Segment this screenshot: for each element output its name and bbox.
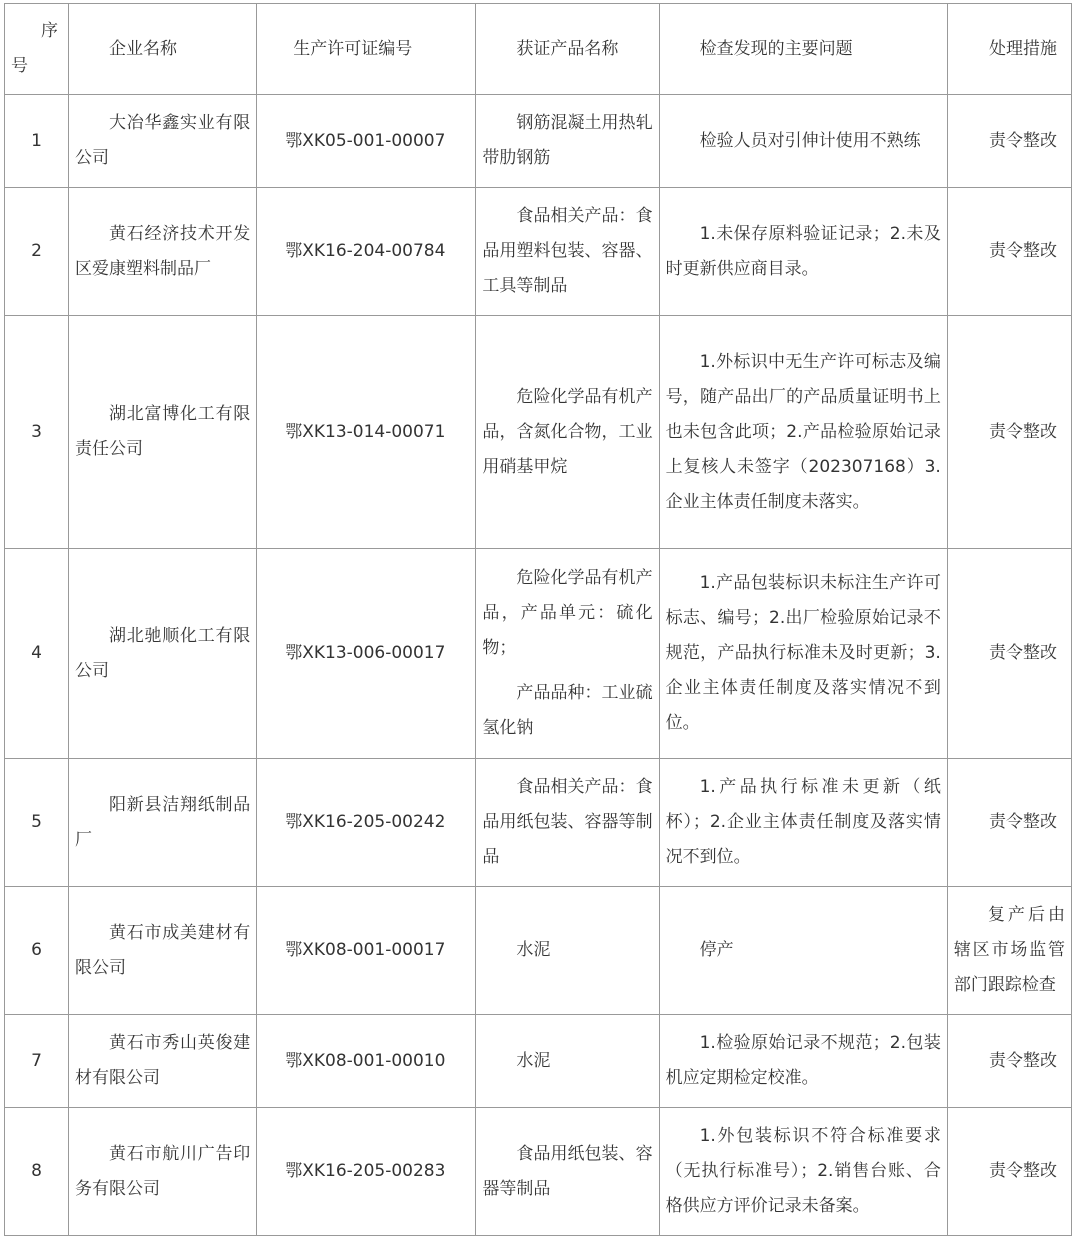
header-company: 企业名称	[69, 4, 257, 95]
table-row	[5, 549, 1072, 759]
license-number: 鄂XK16-205-00283	[257, 1108, 476, 1236]
table-row	[5, 188, 1072, 316]
product-paragraph: 水泥	[516, 940, 551, 960]
row-index: 7	[5, 1015, 69, 1108]
header-index	[5, 4, 69, 95]
product-name	[476, 549, 659, 759]
action-taken: 复产后由辖区市场监管部门跟踪检查	[947, 887, 1071, 1015]
company-name: 黄石经济技术开发区爱康塑料制品厂	[69, 188, 257, 316]
product-paragraph: 食品用纸包装、容器等制品	[482, 1143, 653, 1199]
license-number: 鄂XK05-001-00007	[257, 95, 476, 188]
row-index: 4	[5, 549, 69, 759]
license-number: 鄂XK13-006-00017	[257, 549, 476, 759]
company-name: 阳新县洁翔纸制品厂	[69, 759, 257, 887]
main-issues: 1.检验原始记录不规范；2.包装机应定期检定校准。	[659, 1015, 947, 1108]
action-taken: 责令整改	[947, 1015, 1071, 1108]
main-issues: 停产	[659, 887, 947, 1015]
action-taken: 责令整改	[947, 316, 1071, 549]
license-number: 鄂XK16-205-00242	[257, 759, 476, 887]
product-paragraph: 产品品种：工业硫氢化钠	[482, 683, 653, 738]
product-paragraph: 水泥	[516, 1050, 551, 1071]
product-paragraph: 危险化学品有机产品，产品单元：硫化物；	[482, 568, 653, 658]
license-number: 鄂XK13-014-00071	[257, 316, 476, 549]
product-name	[476, 887, 659, 1015]
table-header-row	[5, 4, 1072, 95]
table-body	[5, 95, 1072, 1236]
license-number: 鄂XK16-204-00784	[257, 188, 476, 316]
product-name	[476, 188, 659, 316]
product-name	[476, 759, 659, 887]
table-row	[5, 887, 1072, 1015]
action-taken: 责令整改	[947, 759, 1071, 887]
main-issues: 1.外标识中无生产许可标志及编号，随产品出厂的产品质量证明书上也未包含此项；2.产品检验原始记录上复核人未签字（202307168）3.企业主体责任制度未落实。	[659, 316, 947, 549]
action-taken: 责令整改	[947, 188, 1071, 316]
license-number: 鄂XK08-001-00010	[257, 1015, 476, 1108]
company-name: 黄石市秀山英俊建材有限公司	[69, 1015, 257, 1108]
company-name: 黄石市成美建材有限公司	[69, 887, 257, 1015]
product-name	[476, 95, 659, 188]
main-issues: 检验人员对引伸计使用不熟练	[659, 95, 947, 188]
company-name: 湖北富博化工有限责任公司	[69, 316, 257, 549]
header-issues: 检查发现的主要问题	[659, 4, 947, 95]
product-paragraph: 食品相关产品：食品用纸包装、容器等制品	[482, 777, 653, 867]
main-issues: 1.外包装标识不符合标准要求（无执行标准号）；2.销售台账、合格供应方评价记录未备案。	[659, 1108, 947, 1236]
header-license: 生产许可证编号	[257, 4, 476, 95]
product-paragraph: 危险化学品有机产品，含氮化合物，工业用硝基甲烷	[482, 386, 653, 477]
product-paragraph: 钢筋混凝土用热轧带肋钢筋	[482, 113, 653, 168]
table-row	[5, 95, 1072, 188]
product-name	[476, 316, 659, 549]
row-index: 8	[5, 1108, 69, 1236]
table-row	[5, 759, 1072, 887]
company-name: 湖北驰顺化工有限公司	[69, 549, 257, 759]
action-taken: 责令整改	[947, 549, 1071, 759]
product-paragraph: 食品相关产品：食品用塑料包装、容器、工具等制品	[482, 206, 653, 296]
table-row	[5, 1015, 1072, 1108]
action-taken: 责令整改	[947, 95, 1071, 188]
company-name: 黄石市航川广告印务有限公司	[69, 1108, 257, 1236]
table-row	[5, 316, 1072, 549]
action-taken: 责令整改	[947, 1108, 1071, 1236]
row-index: 1	[5, 95, 69, 188]
main-issues: 1.产品包装标识未标注生产许可标志、编号；2.出厂检验原始记录不规范，产品执行标准未及时更新；3.企业主体责任制度及落实情况不到位。	[659, 549, 947, 759]
table-row	[5, 1108, 1072, 1236]
license-number: 鄂XK08-001-00017	[257, 887, 476, 1015]
main-issues: 1.未保存原料验证记录；2.未及时更新供应商目录。	[659, 188, 947, 316]
header-product: 获证产品名称	[476, 4, 659, 95]
row-index: 5	[5, 759, 69, 887]
product-name	[476, 1108, 659, 1236]
row-index: 2	[5, 188, 69, 316]
header-index-bottom: 号	[11, 56, 28, 76]
main-issues: 1.产品执行标准未更新（纸杯）；2.企业主体责任制度及落实情况不到位。	[659, 759, 947, 887]
inspection-results-table	[4, 3, 1072, 1236]
product-name	[476, 1015, 659, 1108]
row-index: 3	[5, 316, 69, 549]
row-index: 6	[5, 887, 69, 1015]
company-name: 大冶华鑫实业有限公司	[69, 95, 257, 188]
header-index-top: 序	[41, 21, 59, 41]
header-action: 处理措施	[947, 4, 1071, 95]
